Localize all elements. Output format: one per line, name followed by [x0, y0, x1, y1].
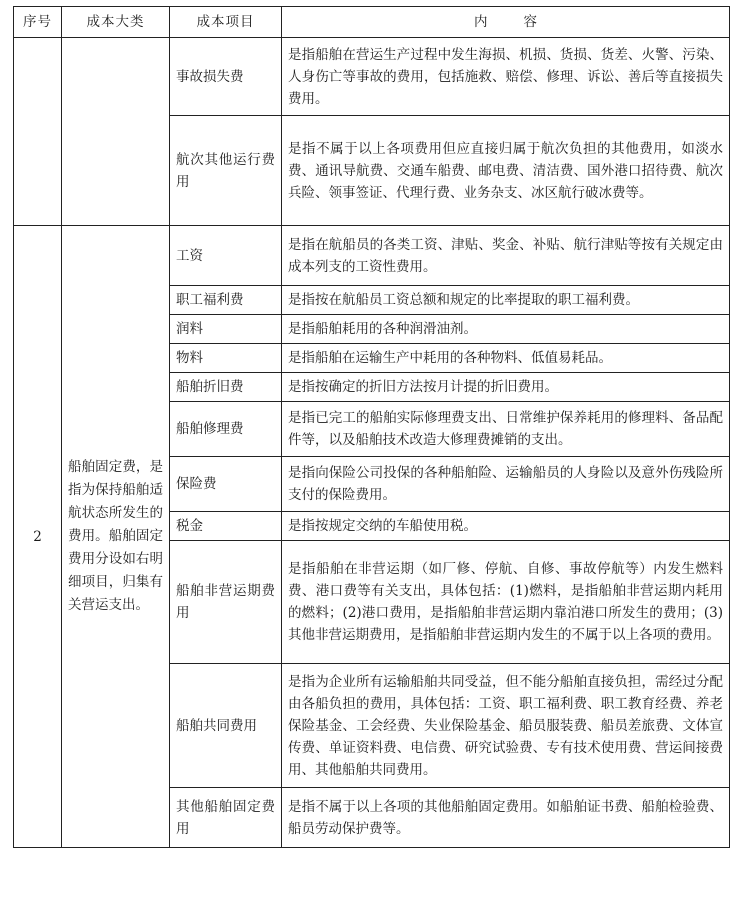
cost-table	[13, 6, 730, 848]
category-description: 船舶固定费，是指为保持船舶适航状态所发生的费用。船舶固定费用分设如右明细项目，归集有关营运支出。	[68, 459, 163, 613]
cost-description: 是指已完工的船舶实际修理费支出、日常维护保养耗用的修理料、备品配件等，以及船舶技术改造大修理费摊销的支出。	[282, 402, 730, 457]
group2-index: 2	[14, 226, 62, 848]
cost-item: 事故损失费	[170, 38, 282, 116]
cost-item: 工资	[170, 226, 282, 286]
cost-description: 是指为企业所有运输船舶共同受益，但不能分船舶直接负担，需经过分配由各船负担的费用，具体包括：工资、职工福利费、职工教育经费、养老保险基金、工会经费、失业保险基金、船员服装费、船员差旅费、文体宣传费、单证资料费、电信费、研究试验费、专有技术使用费、营运间接费用、其他船舶共同费用。	[282, 664, 730, 788]
cost-description: 是指向保险公司投保的各种船舶险、运输船员的人身险以及意外伤残险所支付的保险费用。	[282, 457, 730, 512]
cost-item: 船舶折旧费	[170, 373, 282, 402]
cost-item: 船舶共同费用	[170, 664, 282, 788]
cost-table-container	[13, 6, 730, 848]
cost-description: 是指按在航船员工资总额和规定的比率提取的职工福利费。	[282, 286, 730, 315]
table-header-row	[14, 7, 730, 38]
cost-item: 船舶修理费	[170, 402, 282, 457]
cost-description: 是指不属于以上各项费用但应直接归属于航次负担的其他费用，如淡水费、通讯导航费、交通车船费、邮电费、清洁费、国外港口招待费、航次兵险、领事签证、代理行费、业务杂支、冰区航行破冰费等。	[282, 116, 730, 226]
group1-index-cell	[14, 38, 62, 226]
header-item: 成本项目	[170, 7, 282, 38]
cost-item: 船舶非营运期费用	[170, 541, 282, 664]
header-content: 内容	[282, 7, 730, 38]
table-row	[14, 226, 730, 286]
cost-item: 职工福利费	[170, 286, 282, 315]
cost-description: 是指船舶在非营运期（如厂修、停航、自修、事故停航等）内发生燃料费、港口费等有关支出，具体包括：(1)燃料，是指船舶非营运期内耗用的燃料；(2)港口费用，是指船舶非营运期内靠泊港口所发生的费用；(3)其他非营运期费用，是指船舶非营运期内发生的不属于以上各项的费用。	[282, 541, 730, 664]
header-index: 序号	[14, 7, 62, 38]
cost-description: 是指船舶耗用的各种润滑油剂。	[282, 315, 730, 344]
group2-category	[62, 226, 170, 848]
cost-description: 是指船舶在营运生产过程中发生海损、机损、货损、货差、火警、污染、人身伤亡等事故的费用，包括施救、赔偿、修理、诉讼、善后等直接损失费用。	[282, 38, 730, 116]
cost-description: 是指在航船员的各类工资、津贴、奖金、补贴、航行津贴等按有关规定由成本列支的工资性费用。	[282, 226, 730, 286]
cost-item: 航次其他运行费用	[170, 116, 282, 226]
cost-item: 税金	[170, 512, 282, 541]
group1-category-cell	[62, 38, 170, 226]
cost-description: 是指按规定交纳的车船使用税。	[282, 512, 730, 541]
cost-item: 润料	[170, 315, 282, 344]
cost-description: 是指船舶在运输生产中耗用的各种物料、低值易耗品。	[282, 344, 730, 373]
cost-item: 其他船舶固定费用	[170, 788, 282, 848]
header-category: 成本大类	[62, 7, 170, 38]
cost-description: 是指按确定的折旧方法按月计提的折旧费用。	[282, 373, 730, 402]
cost-item: 保险费	[170, 457, 282, 512]
cost-item: 物料	[170, 344, 282, 373]
cost-description: 是指不属于以上各项的其他船舶固定费用。如船舶证书费、船舶检验费、船员劳动保护费等。	[282, 788, 730, 848]
table-row	[14, 38, 730, 116]
